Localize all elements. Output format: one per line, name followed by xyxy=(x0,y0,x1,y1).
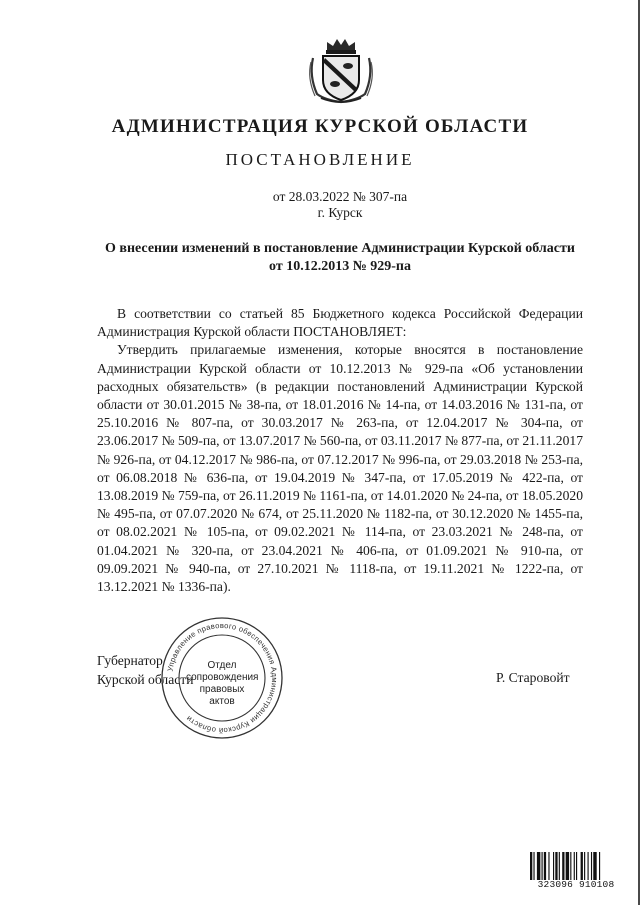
document-city: г. Курск xyxy=(317,205,363,220)
barcode xyxy=(530,852,622,880)
document-subject: О внесении изменений в постановление Администрации Курской области от 10.12.2013 № 929-па xyxy=(105,241,575,274)
stamp-line: актов xyxy=(209,696,235,707)
body-paragraph: Утвердить прилагаемые изменения, которые вносятся в постановление Администрации Курской области от 10.12.2013 № 929-па «Об установлении расходных обязательств» (в редакции постановлений Администрации Курской области от 30.01.2015 № 38-па, от 18.01.2016 № 14-па, от 14.03.2016 № 131-па, от 25.10.2016 № 807-па, от 30.03.2017 № 263-па, от 12.04.2017 № 304-па, от 23.06.2017 № 509-па, от 13.07.2017 № 560-па, от 03.11.2017 № 877-па, от 21.11.2017 № 926-па, от 04.12.2017 № 986-па, от 07.12.2017 № 996-па, от 29.03.2018 № 253-па, от 06.08.2018 № 636-па, от 19.04.2019 № 347-па, от 17.05.2019 № 422-па, от 13.08.2019 № 759-па, от 26.11.2019 № 1161-па, от 14.01.2020 № 24-па, от 18.05.2020 № 495-па, от 07.07.2020 № 674, от 25.11.2020 № 1182-па, от 30.12.2020 № 1455-па, от 08.02.2021 № 105-па, от 09.02.2021 № 114-па, от 23.03.2021 № 248-па, от 01.04.2021 № 320-па, от 23.04.2021 № 406-па, от 01.09.2021 № 910-па, от 09.09.2021 № 940-па, от 27.10.2021 № 1118-па, от 19.11.2021 № 1222-па, от 13.12.2021 № 1336-па). xyxy=(97,342,583,595)
document-type: ПОСТАНОВЛЕНИЕ xyxy=(225,150,415,169)
stamp-center-text xyxy=(186,660,258,708)
coat-of-arms-emblem xyxy=(305,36,377,106)
stamp-line: сопровождения xyxy=(186,672,259,683)
stamp-line: правовых xyxy=(199,684,245,695)
stamp-line: Отдел xyxy=(207,660,237,671)
stamp-ring-text: Управление правового обеспечения Администрации Курской области xyxy=(165,620,280,736)
signatory-position-line: Курской области xyxy=(97,672,194,687)
signatory-position-line: Губернатор xyxy=(97,653,163,668)
signatory-name: Р. Старовойт xyxy=(496,670,570,685)
document-body xyxy=(97,305,583,596)
body-paragraph: В соответствии со статьей 85 Бюджетного кодекса Российской Федерации Администрация Курской области ПОСТАНОВЛЯЕТ: xyxy=(97,306,583,340)
organization-title: АДМИНИСТРАЦИЯ КУРСКОЙ ОБЛАСТИ xyxy=(111,116,529,137)
document-date-number: от 28.03.2022 № 307-па xyxy=(272,189,408,204)
barcode-number: 323096 910108 xyxy=(537,879,615,890)
